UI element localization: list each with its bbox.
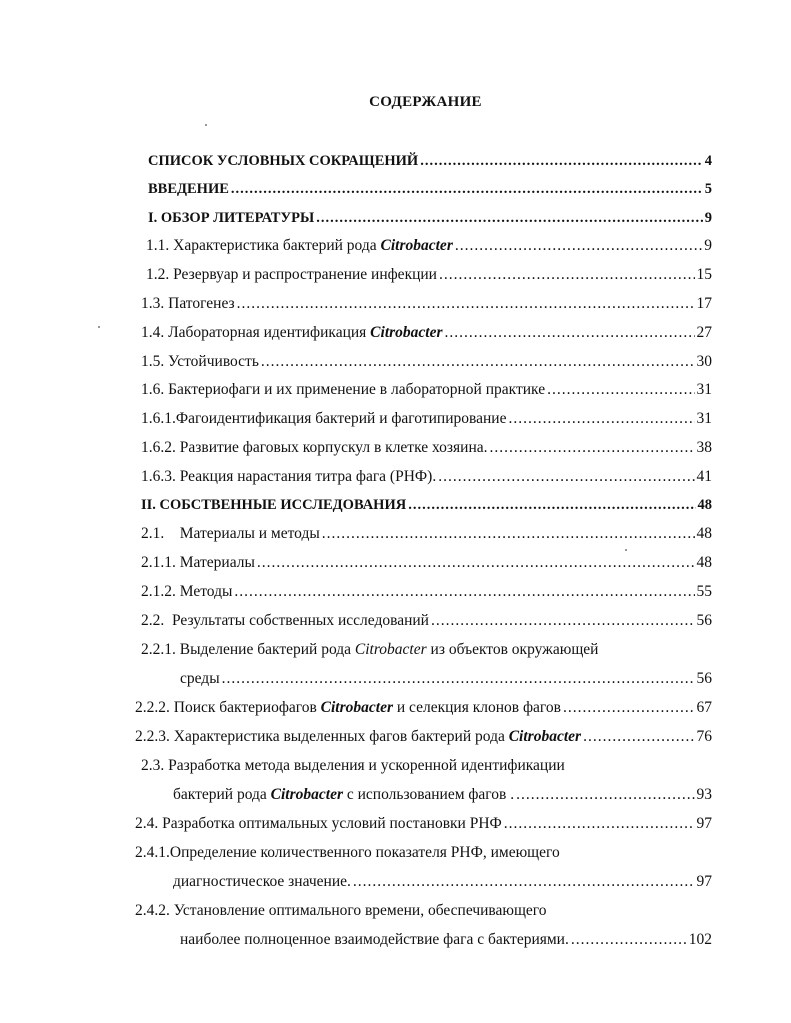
- toc-entry-text: II. СОБСТВЕННЫЕ ИССЛЕДОВАНИЯ: [141, 497, 407, 513]
- leader-dots: [257, 553, 695, 573]
- toc-entry-text: 2.2.2. Поиск бактериофагов: [135, 699, 321, 716]
- leader-dots: [431, 611, 695, 631]
- toc-entry-text: 1.4. Лабораторная идентификация: [141, 324, 371, 341]
- toc-entry-text: 2.1.1. Материалы: [141, 554, 255, 571]
- toc-entry-page: 67: [696, 699, 712, 716]
- toc-entry-text-cont: и селекция клонов фагов: [393, 699, 561, 716]
- toc-entry-page: 5: [704, 181, 712, 197]
- toc-entry-page: 97: [696, 815, 712, 832]
- toc-entry[interactable]: [141, 611, 712, 631]
- toc-entry[interactable]: [180, 930, 712, 950]
- toc-entry[interactable]: [148, 179, 712, 199]
- toc-entry-page: 30: [696, 353, 712, 370]
- leader-dots: [508, 409, 694, 429]
- toc-entry-page: 48: [697, 497, 712, 513]
- toc-entry[interactable]: [173, 785, 712, 805]
- leader-dots: [583, 727, 694, 747]
- toc-entry-page: 15: [696, 266, 712, 283]
- toc-entry-text: 1.1. Характеристика бактерий рода: [146, 237, 381, 254]
- toc-entry[interactable]: [141, 380, 712, 400]
- toc-entry-text: 2.1. Материалы и методы: [141, 525, 320, 542]
- toc-entry-text: 2.4. Разработка оптимальных условий постановки РНФ: [135, 815, 502, 832]
- leader-dots: [490, 438, 695, 458]
- genus-name: Citrobacter: [380, 237, 453, 254]
- toc-entry[interactable]: [173, 872, 712, 892]
- toc-entry[interactable]: [141, 756, 565, 776]
- genus-name: Citrobacter: [320, 699, 393, 716]
- leader-dots: [571, 930, 687, 950]
- toc-entry-text: 1.6.2. Развитие фаговых корпускул в клетке хозяина.: [141, 439, 488, 456]
- toc-entry-text: 2.1.2. Методы: [141, 583, 233, 600]
- leader-dots: [261, 352, 695, 372]
- genus-name: Citrobacter: [354, 641, 427, 658]
- leader-dots: [516, 785, 694, 805]
- toc-entry-text: 2.2. Результаты собственных исследований: [141, 612, 429, 629]
- toc-entry-text: 1.2. Резервуар и распространение инфекции: [146, 266, 437, 283]
- toc-entry-text: 1.6. Бактериофаги и их применение в лабораторной практике: [141, 381, 546, 398]
- toc-entry-page: 48: [696, 554, 712, 571]
- toc-entry-text: 2.2.3. Характеристика выделенных фагов бактерий рода: [135, 728, 509, 745]
- leader-dots: [504, 814, 695, 834]
- toc-entry-text: 1.6.1.Фагоидентификация бактерий и фаготипирование: [141, 410, 507, 427]
- toc-entry-page: 17: [696, 295, 712, 312]
- toc-entry[interactable]: [141, 582, 712, 602]
- toc-entry[interactable]: [141, 640, 598, 660]
- toc-entry-text: 1.3. Патогенез: [141, 295, 235, 312]
- genus-name: Citrobacter: [270, 786, 343, 803]
- genus-name: Citrobacter: [508, 728, 582, 745]
- toc-entry[interactable]: [135, 843, 560, 863]
- toc-entry-text: 1.6.3. Реакция нарастания титра фага (РНФ).: [141, 468, 437, 485]
- leader-dots: [563, 698, 695, 718]
- toc-entry[interactable]: [135, 814, 712, 834]
- toc-entry-page: 56: [696, 612, 712, 629]
- toc-entry[interactable]: [141, 294, 712, 314]
- leader-dots: [222, 669, 695, 689]
- leader-dots: [455, 236, 702, 256]
- leader-dots: [231, 179, 703, 199]
- toc-entry-page: 93: [696, 786, 712, 803]
- toc-entry-page: 4: [704, 153, 712, 169]
- toc-entry-text: среды: [180, 670, 220, 687]
- leader-dots: [547, 380, 694, 400]
- toc-entry-text-cont: с использованием фагов .: [343, 786, 515, 803]
- toc-entry[interactable]: [141, 495, 712, 515]
- toc-entry[interactable]: [135, 698, 712, 718]
- toc-entry-text: 2.3. Разработка метода выделения и ускоренной идентификации: [141, 757, 565, 774]
- toc-entry-page: 9: [704, 210, 712, 226]
- toc-entry-page: 31: [696, 410, 712, 427]
- leader-dots: [445, 323, 695, 343]
- toc-entry-text-cont: из объектов окружающей: [426, 641, 599, 658]
- leader-dots: [234, 582, 694, 602]
- toc-entry-page: 102: [688, 931, 712, 948]
- leader-dots: [439, 265, 695, 285]
- toc-entry-text: СПИСОК УСЛОВНЫХ СОКРАЩЕНИЙ: [148, 153, 419, 169]
- genus-name: Citrobacter: [370, 324, 443, 341]
- toc-entry[interactable]: [141, 524, 712, 544]
- leader-dots: [316, 208, 703, 228]
- toc-entry[interactable]: [135, 901, 547, 921]
- toc-entry[interactable]: [180, 669, 712, 689]
- toc-entry[interactable]: [148, 208, 712, 228]
- leader-dots: [237, 294, 695, 314]
- toc-entry[interactable]: [141, 409, 712, 429]
- toc-entry[interactable]: [141, 438, 712, 458]
- toc-entry-page: 55: [696, 583, 712, 600]
- toc-entry-text: 2.2.1. Выделение бактерий рода: [141, 641, 355, 658]
- toc-entry-text: диагностическое значение.: [173, 873, 351, 890]
- leader-dots: [353, 872, 695, 892]
- toc-entry-page: 41: [696, 468, 712, 485]
- toc-entry-text: 2.4.1.Определение количественного показателя РНФ, имеющего: [135, 844, 560, 861]
- toc-entry-page: 27: [696, 324, 712, 341]
- toc-entry-page: 56: [696, 670, 712, 687]
- toc-entry[interactable]: [141, 323, 712, 343]
- toc-entry-text: наиболее полноценное взаимодействие фага с бактериями.: [180, 931, 569, 948]
- toc-entry-text: 1.5. Устойчивость: [141, 353, 259, 370]
- leader-dots: [408, 495, 695, 515]
- toc-entry-page: 31: [696, 381, 712, 398]
- toc-entry-text: I. ОБЗОР ЛИТЕРАТУРЫ: [148, 210, 315, 226]
- scan-speck: [98, 326, 100, 328]
- toc-entry[interactable]: [146, 265, 712, 285]
- toc-entry[interactable]: [141, 352, 712, 372]
- scan-speck: [625, 549, 627, 551]
- toc-entry-text: 2.4.2. Установление оптимального времени, обеспечивающего: [135, 902, 547, 919]
- leader-dots: [438, 467, 694, 487]
- toc-entry-text: ВВЕДЕНИЕ: [148, 181, 229, 197]
- toc-entry[interactable]: [146, 236, 712, 256]
- toc-entry-page: 97: [696, 873, 712, 890]
- toc-entry[interactable]: [148, 151, 712, 171]
- toc-entry-text: бактерий рода: [173, 786, 271, 803]
- page-title: СОДЕРЖАНИЕ: [369, 94, 482, 110]
- leader-dots: [420, 151, 703, 171]
- toc-entry-page: 9: [704, 237, 712, 254]
- toc-entry-page: 38: [696, 439, 712, 456]
- toc-entry[interactable]: [141, 467, 712, 487]
- toc-entry[interactable]: [141, 553, 712, 573]
- toc-entry-page: 76: [696, 728, 712, 745]
- toc-entry-page: 48: [696, 525, 712, 542]
- leader-dots: [322, 524, 695, 544]
- scan-speck: [205, 124, 207, 126]
- toc-entry[interactable]: [135, 727, 712, 747]
